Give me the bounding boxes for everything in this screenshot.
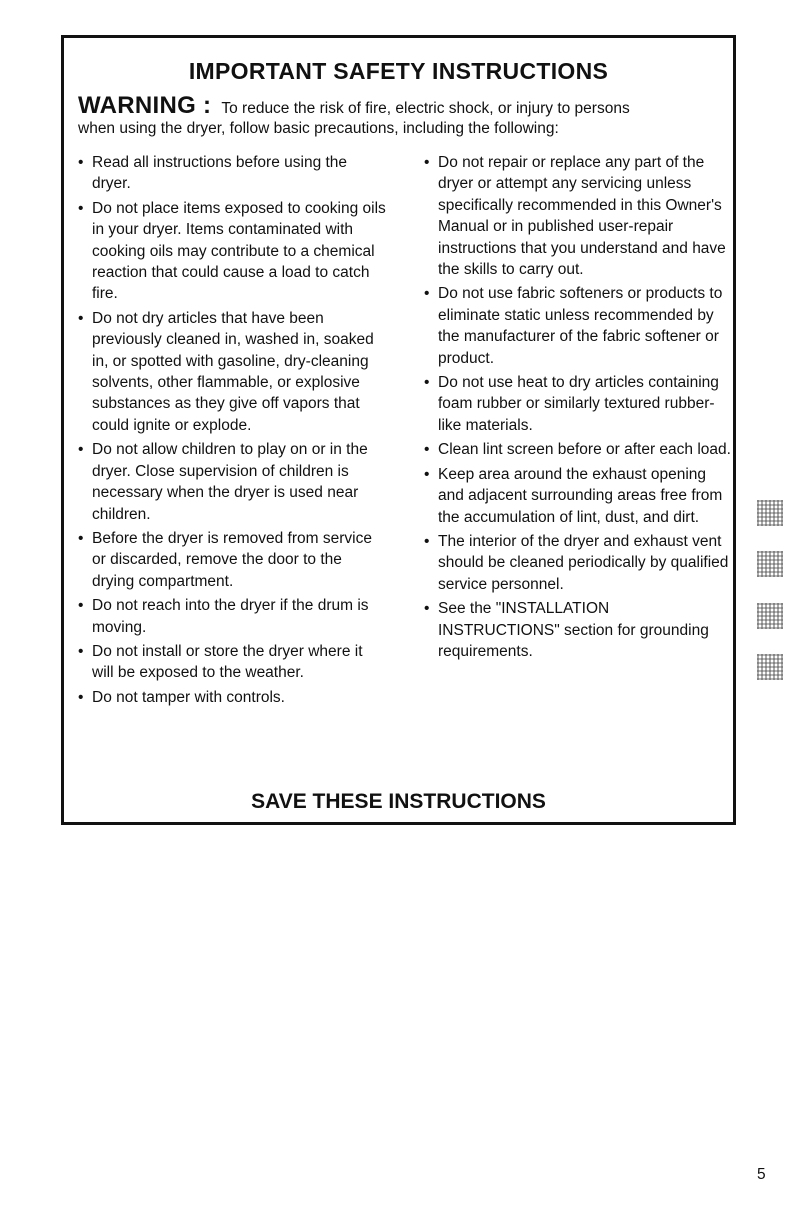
warning-text: To reduce the risk of fire, electric shock, or injury to persons [221, 100, 630, 117]
side-tab-mark [757, 603, 783, 629]
list-item: • Do not reach into the dryer if the drum is moving. [78, 597, 369, 636]
side-tab-mark [757, 654, 783, 680]
bullet-icon: • [78, 309, 84, 327]
bullet-icon: • [78, 199, 84, 217]
list-item: • Do not place items exposed to cooking oils in your dryer. Items contaminated with cooking oils may contribute to a chemical reaction that could cause a load to catch fire. [78, 199, 386, 303]
page-title: IMPORTANT SAFETY INSTRUCTIONS [188, 58, 609, 84]
safety-instructions-box [61, 35, 736, 825]
bullet-icon: • [424, 374, 430, 392]
bullet-icon: • [78, 688, 84, 706]
warning-line [78, 92, 630, 120]
list-item: • Do not dry articles that have been previously cleaned in, washed in, soaked in, or spotted with gasoline, dry-cleaning solvents, other flammable, or explosive substances as they give off vapors that could ignite or explode. [78, 309, 374, 434]
bullet-icon: • [424, 154, 430, 171]
list-item: • The interior of the dryer and exhaust vent should be cleaned periodically by qualified service personnel. [424, 532, 729, 593]
language-side-tab [757, 500, 783, 680]
warning-text-continued: when using the dryer, follow basic precautions, including the following: [78, 120, 559, 137]
list-item: • Do not repair or replace any part of the dryer or attempt any servicing unless specifically recommended in this Owner's Manual or in published user-repair instructions that you understand and have the skills to carry out. [424, 154, 726, 279]
bullet-icon: • [78, 154, 84, 171]
list-item: • Do not allow children to play on or in the dryer. Close supervision of children is necessary when the dryer is used near children. [78, 441, 368, 523]
list-item: • Keep area around the exhaust opening and adjacent surrounding areas free from the accumulation of lint, dust, and dirt. [424, 465, 723, 526]
list-item: • Clean lint screen before or after each load. [424, 439, 734, 460]
left-column [78, 152, 388, 711]
bullet-icon: • [424, 532, 430, 550]
bullet-icon: • [78, 597, 84, 615]
right-column [424, 152, 734, 665]
bullet-icon: • [424, 441, 430, 459]
bullet-icon: • [78, 642, 84, 660]
warning-label: WARNING : [78, 92, 212, 119]
bullet-icon: • [424, 285, 430, 303]
list-item: • Do not use fabric softeners or products to eliminate static unless recommended by the manufacturer of the fabric softener or product. [424, 285, 723, 367]
bullet-icon: • [424, 465, 430, 483]
bullet-icon: • [424, 600, 430, 618]
list-item: • Read all instructions before using the dryer. [78, 154, 348, 193]
list-item: • Do not install or store the dryer where it will be exposed to the weather. [78, 642, 363, 682]
side-tab-mark [757, 500, 783, 526]
side-tab-mark [757, 551, 783, 577]
list-item: • Before the dryer is removed from service or discarded, remove the door to the drying compartment. [78, 529, 372, 590]
list-item: • See the "INSTALLATION INSTRUCTIONS" section for grounding requirements. [424, 600, 709, 660]
page-number: 5 [757, 1166, 766, 1183]
save-instructions-title: SAVE THESE INSTRUCTIONS [251, 790, 546, 813]
list-item: • Do not tamper with controls. [78, 687, 388, 708]
bullet-icon: • [78, 441, 84, 459]
bullet-icon: • [78, 529, 84, 547]
list-item: • Do not use heat to dry articles containing foam rubber or similarly textured rubber-like materials. [424, 374, 719, 434]
